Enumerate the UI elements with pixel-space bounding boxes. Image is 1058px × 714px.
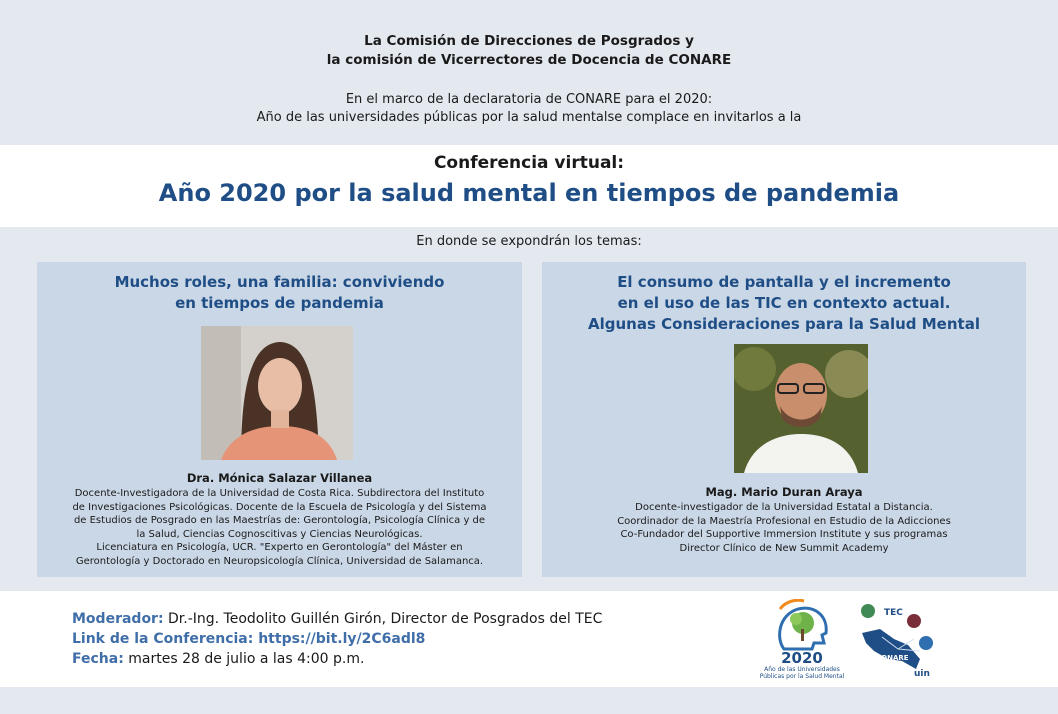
year-2020-logo <box>756 599 848 683</box>
speaker-1-bio-line: de Estudios de Posgrado en las Maestrías de: Gerontología, Psicología Clínica y de <box>73 515 486 527</box>
speaker-1-bio-line: la Salud, Ciencias Cognoscitivas y Ciencias Neurológicas. <box>136 528 423 540</box>
speaker-1-bio <box>47 487 512 569</box>
footer-section <box>0 591 1058 687</box>
speaker-1-bio-line: Gerontología y Doctorado en Neuropsicología Clínica, Universidad de Salamanca. <box>75 555 484 567</box>
topic-card-1 <box>37 262 522 577</box>
topic-1-title <box>37 272 522 314</box>
year-caption-line: Año de las Universidades <box>764 666 840 673</box>
speaker-1-name: Dra. Mónica Salazar Villanea <box>186 471 373 485</box>
topic-card-2 <box>542 262 1026 577</box>
speaker-2-bio-line: Co-Fundador del Supportive Immersion Institute y sus programas <box>620 529 948 541</box>
organizer-line-2: la comisión de Vicerrectores de Docencia de CONARE <box>326 52 732 68</box>
uin-label: uin <box>914 669 930 679</box>
speaker-1-photo <box>201 326 353 460</box>
moderator-label: Moderador: <box>72 611 164 627</box>
event-kicker: Conferencia virtual: <box>433 153 625 173</box>
year-caption <box>756 666 848 680</box>
framework-line-2: Año de las universidades públicas por la salud mentalse complace en invitarlos a la <box>256 110 802 125</box>
speaker-2-bio-line: Docente-investigador de la Universidad Estatal a Distancia. <box>635 502 933 513</box>
speaker-2-bio <box>552 501 1016 555</box>
framework-line-1: En el marco de la declaratoria de CONARE para el 2020: <box>345 92 713 107</box>
organizer-line-1: La Comisión de Direcciones de Posgrados y <box>364 33 694 49</box>
topic-2-title-line: Algunas Consideraciones para la Salud Mental <box>588 315 980 333</box>
conare-label: CONARE <box>876 654 909 662</box>
event-title: Año 2020 por la salud mental en tiempos de pandemia <box>158 179 900 207</box>
topic-1-title-line: Muchos roles, una familia: conviviendo <box>114 273 445 291</box>
speaker-2-bio-line: Coordinador de la Maestría Profesional en Estudio de la Adicciones <box>617 515 951 527</box>
tec-label: TEC <box>884 608 903 618</box>
conference-link[interactable]: Link de la Conferencia: https://bit.ly/2C6adl8 <box>72 631 426 647</box>
topics-intro: En donde se expondrán los temas: <box>416 234 642 249</box>
date-line <box>72 651 364 667</box>
topic-2-title-line: El consumo de pantalla y el incremento <box>617 273 951 291</box>
speaker-1-bio-line: Licenciatura en Psicología, UCR. "Experto en Gerontología" del Máster en <box>96 542 463 554</box>
speaker-2-portrait-icon <box>734 344 868 473</box>
header-section <box>0 0 1058 144</box>
head-tree-icon <box>756 599 848 651</box>
event-title-band <box>0 145 1058 227</box>
moderator-value: Dr.-Ing. Teodolito Guillén Girón, Director de Posgrados del TEC <box>163 611 603 627</box>
speaker-1-bio-line: de Investigaciones Psicológicas. Docente de la Escuela de Psicología y del Sistema <box>72 501 487 513</box>
speaker-2-photo <box>734 344 868 473</box>
year-text: 2020 <box>781 649 823 667</box>
date-value: martes 28 de julio a las 4:00 p.m. <box>123 651 365 667</box>
speaker-2-bio-line: Director Clínico de New Summit Academy <box>679 542 889 554</box>
speaker-1-bio-line: Docente-Investigadora de la Universidad de Costa Rica. Subdirectora del Instituto <box>74 488 485 499</box>
moderator-line <box>72 611 602 627</box>
year-caption-line: Públicas por la Salud Mental <box>759 673 845 680</box>
topic-2-title <box>542 272 1026 335</box>
date-label: Fecha: <box>72 651 124 667</box>
speaker-1-portrait-icon <box>201 326 353 460</box>
topic-1-title-line: en tiempos de pandemia <box>175 294 384 312</box>
topic-2-title-line: en el uso de las TIC en contexto actual. <box>617 294 951 312</box>
conare-logo <box>858 599 942 683</box>
speaker-2-name: Mag. Mario Duran Araya <box>705 485 863 499</box>
